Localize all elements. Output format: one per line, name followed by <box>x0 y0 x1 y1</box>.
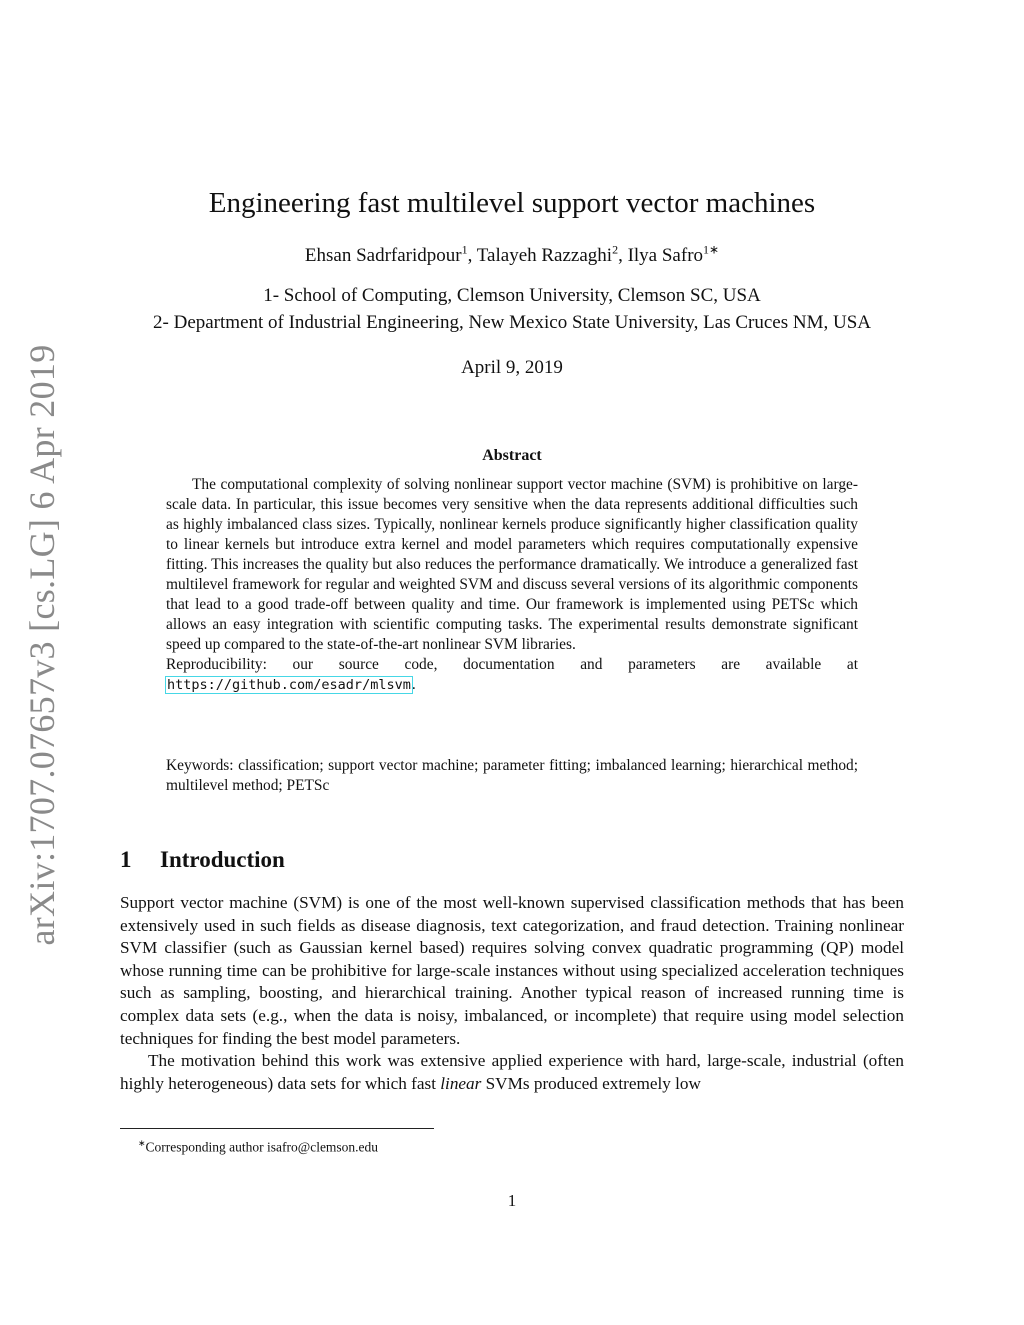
author-separator: , <box>618 245 628 266</box>
arxiv-stamp: arXiv:1707.07657v3 [cs.LG] 6 Apr 2019 <box>22 344 62 946</box>
section-number: 1 <box>120 847 132 872</box>
section-body <box>120 892 904 1095</box>
paper-date: April 9, 2019 <box>461 357 563 378</box>
affiliation-2: 2- Department of Industrial Engineering, New Mexico State University, Las Cruces NM, USA <box>153 312 871 333</box>
source-code-link[interactable]: https://github.com/esadr/mlsvm <box>167 677 411 693</box>
author-name: Ilya Safro <box>627 245 704 266</box>
paper-title: Engineering fast multilevel support vector machines <box>208 187 816 219</box>
paragraph <box>120 892 904 1050</box>
footnote-mark: ∗ <box>138 1138 146 1148</box>
emphasized-text: linear <box>440 1073 482 1093</box>
abstract-text: The computational complexity of solving nonlinear support vector machine (SVM) is prohibitive on large-scale data. In particular, this issue becomes very sensitive when the data represents additional difficulties such as highly imbalanced class sizes. Typically, nonlinear kernels produce significantly higher classification quality to linear kernels but introduce extra kernel and model parameters which requires computationally expensive fitting. This increases the quality but also reduces the performance dramatically. We introduce a generalized fast multilevel framework for regular and weighted SVM and discuss several versions of its algorithmic components that lead to a good trade-off between quality and time. Our framework is implemented using PETSc which allows an easy integration with scientific computing tasks. The experimental results demonstrate significant speed up compared to the state-of-the-art nonlinear SVM libraries. <box>166 476 858 653</box>
paragraph-text: SVMs produced extremely low <box>481 1073 701 1093</box>
reproducibility-prefix: Reproducibility: our source code, documentation and parameters are available at <box>166 656 858 673</box>
reproducibility-statement <box>166 655 858 695</box>
footnote <box>138 1134 378 1157</box>
author-affiliation-mark: 2 <box>612 242 619 257</box>
affiliation-1: 1- School of Computing, Clemson University, Clemson SC, USA <box>263 285 761 306</box>
footnote-rule <box>120 1128 434 1129</box>
author-name: Talayeh Razzaghi <box>476 245 613 266</box>
author-name: Ehsan Sadrfaridpour <box>304 245 462 266</box>
paragraph-text: Support vector machine (SVM) is one of the most well-known supervised classification methods that has been extensively used in such fields as disease diagnosis, text categorization, and fraud detection. Training nonlinear SVM classifier (such as Gaussian kernel based) requires solving convex quadratic programming (QP) model whose running time can be prohibitive for large-scale instances without using specialized acceleration techniques such as sampling, boosting, and hierarchical training. Another typical reason of increased running time is complex data sets (e.g., when the data is noisy, imbalanced, or incomplete) that require using model selection techniques for finding the best model parameters. <box>120 893 904 1048</box>
page-number: 1 <box>507 1191 517 1210</box>
footnote-text: Corresponding author isafro@clemson.edu <box>145 1139 379 1155</box>
abstract-heading: Abstract <box>482 447 542 464</box>
reproducibility-suffix: . <box>411 676 416 693</box>
abstract-body <box>166 475 858 695</box>
section-heading <box>120 845 285 875</box>
section-title: Introduction <box>160 847 285 872</box>
author-separator: , <box>467 245 477 266</box>
keywords: Keywords: classification; support vector machine; parameter fitting; imbalanced learning; hierarchical method; multilevel method; PETSc <box>166 757 858 794</box>
author-list <box>0 243 1024 269</box>
paragraph-text: The motivation behind this work was extensive applied experience with hard, large-scale, industrial (often highly heterogeneous) data sets for which fast <box>120 1051 904 1093</box>
paragraph <box>120 1050 904 1095</box>
author-affiliation-mark: 1 <box>461 242 468 257</box>
author-affiliation-mark: 1∗ <box>703 242 720 257</box>
